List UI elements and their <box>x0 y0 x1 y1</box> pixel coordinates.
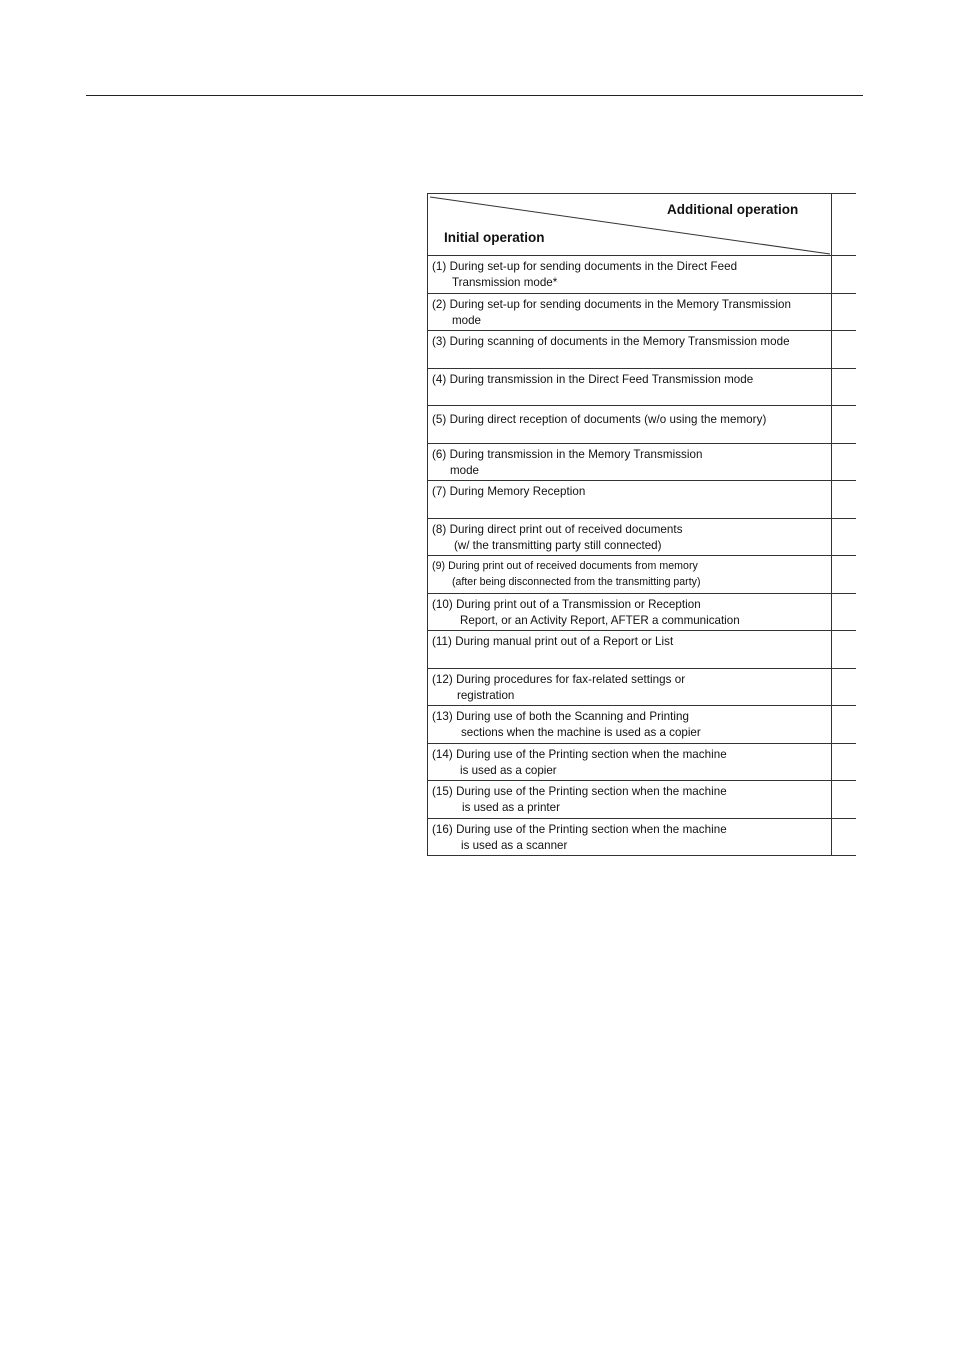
table-row <box>427 669 856 707</box>
row-text-continued: (w/ the transmitting party still connected) <box>454 538 662 552</box>
column-divider <box>831 781 832 818</box>
column-divider <box>831 369 832 406</box>
table-row <box>427 556 856 594</box>
operation-table <box>427 193 856 856</box>
row-text-continued: registration <box>457 688 515 702</box>
column-divider <box>831 444 832 481</box>
row-text: (7) During Memory Reception <box>432 485 586 498</box>
row-text: (6) During transmission in the Memory Transmission <box>432 447 703 461</box>
column-divider <box>831 406 832 443</box>
column-divider <box>831 256 832 293</box>
table-header <box>427 194 856 256</box>
row-text: (3) During scanning of documents in the Memory Transmission mode <box>432 335 790 348</box>
row-text-continued: Report, or an Activity Report, AFTER a communication <box>460 613 740 627</box>
column-divider <box>831 294 832 331</box>
additional-operation-heading: Additional operation <box>667 202 799 217</box>
column-divider <box>831 594 832 631</box>
row-text-continued: (after being disconnected from the transmitting party) <box>452 576 701 588</box>
column-divider <box>831 331 832 368</box>
table-row <box>427 444 856 482</box>
row-text-continued: mode <box>450 463 480 477</box>
row-text: (10) During print out of a Transmission or Reception <box>432 597 701 611</box>
table-row <box>427 406 856 444</box>
row-text: (5) During direct reception of documents (w/o using the memory) <box>432 413 767 426</box>
row-text-continued: is used as a printer <box>462 801 560 814</box>
table-row <box>427 331 856 369</box>
row-text: (15) During use of the Printing section when the machine <box>432 785 727 798</box>
table-row <box>427 631 856 669</box>
row-text: (4) During transmission in the Direct Feed Transmission mode <box>432 372 754 386</box>
row-text-continued: Transmission mode* <box>452 276 558 289</box>
row-text: (16) During use of the Printing section when the machine <box>432 822 727 836</box>
row-text: (14) During use of the Printing section when the machine <box>432 747 727 761</box>
table-row <box>427 819 856 857</box>
row-text-continued: mode <box>452 313 482 327</box>
table-row <box>427 481 856 519</box>
column-divider <box>831 481 832 518</box>
row-text: (13) During use of both the Scanning and Printing <box>432 710 690 723</box>
column-divider <box>831 744 832 781</box>
column-divider <box>831 669 832 706</box>
page-header-rule <box>86 95 863 96</box>
row-text-continued: sections when the machine is used as a copier <box>461 726 701 739</box>
row-text: (9) During print out of received documents from memory <box>432 560 698 572</box>
table-row <box>427 369 856 407</box>
row-text: (1) During set-up for sending documents in the Direct Feed <box>432 260 738 273</box>
column-divider <box>831 519 832 556</box>
row-text: (11) During manual print out of a Report or List <box>432 635 674 648</box>
column-divider <box>831 556 832 593</box>
column-divider <box>831 194 832 255</box>
row-text-continued: is used as a copier <box>460 763 557 777</box>
table-row <box>427 744 856 782</box>
initial-operation-heading: Initial operation <box>444 230 545 245</box>
table-row <box>427 781 856 819</box>
column-divider <box>831 819 832 856</box>
table-row <box>427 294 856 332</box>
row-text-continued: is used as a scanner <box>461 838 568 852</box>
row-text: (12) During procedures for fax-related settings or <box>432 672 686 686</box>
row-text: (2) During set-up for sending documents in the Memory Transmission <box>432 297 791 311</box>
table-row <box>427 256 856 294</box>
row-text: (8) During direct print out of received documents <box>432 522 683 536</box>
table-row <box>427 706 856 744</box>
table-row <box>427 594 856 632</box>
column-divider <box>831 631 832 668</box>
table-row <box>427 519 856 557</box>
column-divider <box>831 706 832 743</box>
